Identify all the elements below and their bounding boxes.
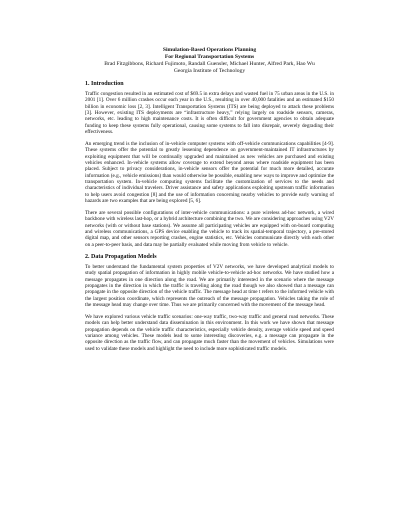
paper-title-line-2: For Regional Transportation Systems	[164, 54, 255, 60]
section-heading: 1. Introduction	[85, 81, 124, 87]
affiliation: Georgia Institute of Technology	[173, 68, 246, 74]
author-list: Brad Fitzgibbons, Richard Fujimoto, Randall Guensler, Michael Hunter, Alfred Park, Hao Wu	[104, 61, 315, 67]
paragraph: There are several possible configurations of inter-vehicle communications: a pure wireless ad-hoc network, a wired backbone with wireless last-hop, or a hybrid architecture combining the two. We are considering approaches using V2V networks (with or without base stations). We assume all participating vehicles are equipped with on-board computing and wireless communications, a GPS device enabling the vehicle to track its spatial-temporal trajectory, a pre-stored digital map, and other sensors reporting crashes, engine statistics, etc. Vehicles communicate directly with each other on a peer-to-peer basis, and data may be partially evaluated while moving from vehicle to vehicle.	[85, 210, 334, 248]
section-introduction	[85, 81, 334, 248]
paragraph: Traffic congestion resulted in an estimated cost of $69.5 in extra delays and wasted fuel in 75 urban areas in the U.S. in 2001 [1]. Over 6 million crashes occur each year in the U.S., resulting in over 40,000 fatalities and an estimated $150 billion in economic loss [2, 3]. Intelligent Transportation Systems (ITS) are being deployed to attack these problems [3]. However, existing ITS deployments are “infrastructure heavy,” relying largely on roadside sensors, cameras, networks, etc. leading to high maintenance costs. It is often difficult for government agencies to obtain adequate funding to keep these systems fully operational, causing some systems to fall into disrepair, severely degrading their effectiveness.	[85, 91, 334, 136]
section-data-propagation-models	[85, 254, 334, 352]
paper-title-line-1: Simulation-Based Operations Planning	[162, 47, 257, 53]
paragraph: To better understand the fundamental system properties of V2V networks, we have developed analytical models to study spatial propagation of information in highly mobile vehicle-to-vehicle ad-hoc networks. We have studied how a message propagates in one direction along the road. We are primarily interested in the scenario where the message propagates in the direction in which the traffic is traveling along the road though we also showed that a message can propagate in the opposite direction of the vehicle traffic. The message head at time t refers to the informed vehicle with the largest position coordinate, which represents the outreach of the message propagation. Vehicles taking the role of the message head may change over time. Thus we are primarily concerned with the movement of the message head.	[85, 264, 334, 309]
paragraph: An emerging trend is the inclusion of in-vehicle computer systems with off-vehicle communications capabilities [4-9]. These systems offer the potential to greatly lessening dependence on government-maintained IT infrastructures by exploiting equipment that will be continually upgraded and maintained as new vehicles are purchased and existing vehicles enhanced. In-vehicle systems allow coverage to extend beyond areas where roadside equipment has been placed. Subject to privacy considerations, in-vehicle sensors offer the potential for much more detailed, accurate information (e.g., vehicle emissions) than would otherwise be possible, enabling new ways to improve and optimize the transportation system. In-vehicle computing systems facilitate the customization of services to the needs and characteristics of individual travelers. Driver assistance and safety applications exploiting upstream traffic information to help users avoid congestion [8] and the use of information concerning nearby vehicles to provide early warning of hazards are two examples that are being explored [5, 6].	[85, 141, 334, 205]
paragraph: We have explored various vehicle traffic scenarios: one-way traffic, two-way traffic and general road networks. These models can help better understand data dissemination in this environment. In this work we have shown that message propagation depends on the vehicle traffic characteristics, especially vehicle density, average vehicle speed and speed variance among vehicles. These models lead to some interesting discoveries, e.g. a message can propagate in the opposite direction as the traffic flow, and can propagate much faster than the movement of vehicles. Simulations were used to validate these models and highlight the need to include more sophisticated traffic models.	[85, 314, 334, 352]
paper-header	[85, 47, 334, 75]
section-heading: 2. Data Propagation Models	[85, 254, 157, 261]
